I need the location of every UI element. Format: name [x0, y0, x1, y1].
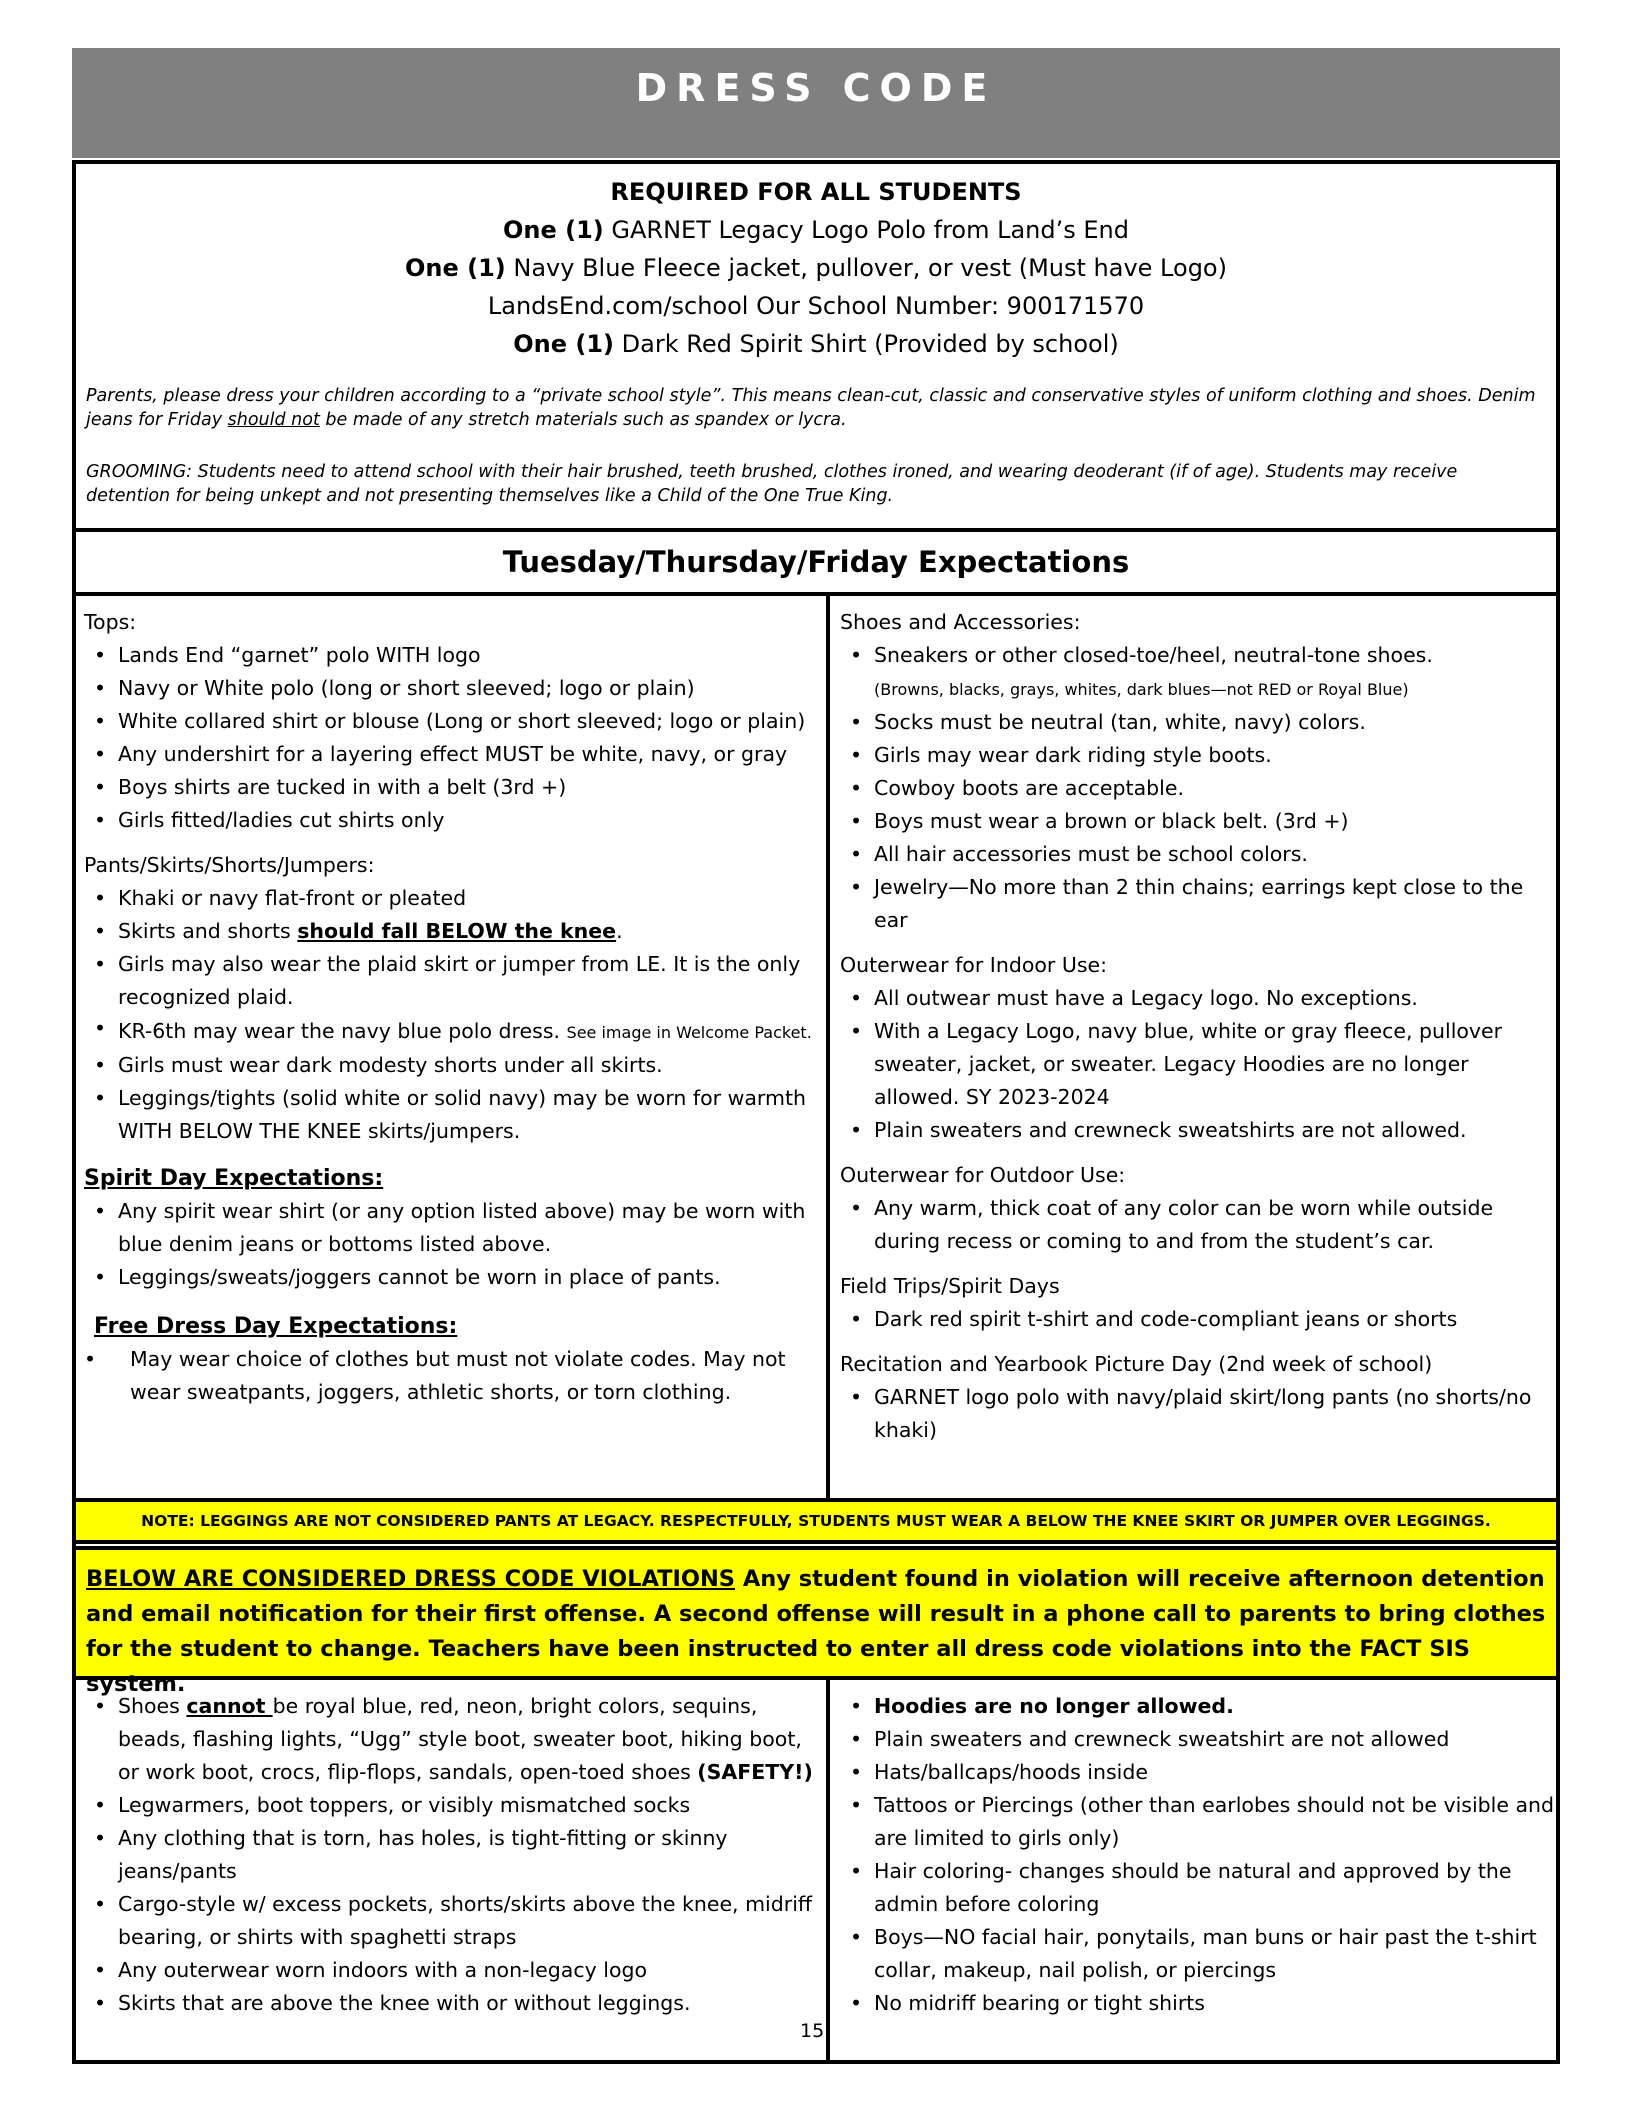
list-item: • Sneakers or other closed-toe/heel, neutral-tone shoes. (Browns, blacks, grays, whites, dark blues—not RED or Royal Blue) [840, 639, 1556, 706]
list-item: • Plain sweaters and crewneck sweatshirt are not allowed [840, 1723, 1556, 1756]
list-item: • All hair accessories must be school colors. [840, 838, 1556, 871]
indoor-label: Outerwear for Indoor Use: [840, 953, 1108, 977]
spirit-day-heading: Spirit Day Expectations: [84, 1166, 384, 1191]
expectations-right-column [832, 600, 1556, 1447]
list-item: • Legwarmers, boot toppers, or visibly mismatched socks [84, 1789, 828, 1822]
list-item: • Boys—NO facial hair, ponytails, man buns or hair past the t-shirt collar, makeup, nail polish, or piercings [840, 1921, 1556, 1987]
violations-right-column [832, 1690, 1556, 2020]
violations-right-list [840, 1690, 1556, 2020]
list-item: • Girls may also wear the plaid skirt or jumper from LE. It is the only recognized plaid. [84, 948, 828, 1014]
list-item: • Any undershirt for a layering effect MUST be white, navy, or gray [84, 738, 828, 771]
tops-list [84, 639, 828, 837]
list-item: • Tattoos or Piercings (other than earlobes should not be visible and are limited to girls only) [840, 1789, 1556, 1855]
indoor-list [840, 982, 1556, 1147]
list-item: • Leggings/tights (solid white or solid navy) may be worn for warmth WITH BELOW THE KNEE skirts/jumpers. [84, 1082, 828, 1148]
list-item: • Boys must wear a brown or black belt. (3rd +) [840, 805, 1556, 838]
spirit-list [84, 1195, 828, 1294]
required-line-fleece: One (1) Navy Blue Fleece jacket, pullover, or vest (Must have Logo) [405, 254, 1227, 282]
title-banner [72, 48, 1560, 158]
list-item: • Hats/ballcaps/hoods inside [840, 1756, 1556, 1789]
outdoor-label: Outerwear for Outdoor Use: [840, 1163, 1126, 1187]
list-item: • Hair coloring- changes should be natural and approved by the admin before coloring [840, 1855, 1556, 1921]
list-item: • Cowboy boots are acceptable. [840, 772, 1556, 805]
list-item: • No midriff bearing or tight shirts [840, 1987, 1556, 2020]
leggings-note: NOTE: LEGGINGS ARE NOT CONSIDERED PANTS AT LEGACY. RESPECTFULLY, STUDENTS MUST WEAR A BELOW THE KNEE SKIRT OR JUMPER OVER LEGGINGS. [72, 1498, 1560, 1544]
grooming-note: GROOMING: Students need to attend school with their hair brushed, teeth brushed, clothes ironed, and wearing deoderant (if of age). Students may receive detention for being unkept and not presenting themselves like a Child of the One True King. [86, 462, 1458, 506]
expectations-title: Tuesday/Thursday/Friday Expectations [72, 532, 1560, 596]
list-item: • Jewelry—No more than 2 thin chains; earrings kept close to the ear [840, 871, 1556, 937]
list-item: • Any clothing that is torn, has holes, is tight-fitting or skinny jeans/pants [84, 1822, 828, 1888]
field-trips-label: Field Trips/Spirit Days [840, 1274, 1060, 1298]
page-number: 15 [800, 2020, 825, 2042]
list-item: • Socks must be neutral (tan, white, navy) colors. [840, 706, 1556, 739]
list-item: • With a Legacy Logo, navy blue, white or gray fleece, pullover sweater, jacket, or sweater. Legacy Hoodies are no longer allowed. SY 2023-2024 [840, 1015, 1556, 1114]
required-heading: REQUIRED FOR ALL STUDENTS [610, 178, 1022, 206]
list-item: • KR-6th may wear the navy blue polo dress. See image in Welcome Packet. [84, 1014, 828, 1049]
parents-note: Parents, please dress your children according to a “private school style”. This means clean-cut, classic and conservative styles of uniform clothing and shoes. Denim jeans for Friday should not be made of any stretch materials such as spandex or lycra. [86, 386, 1536, 430]
list-item: • Girls may wear dark riding style boots. [840, 739, 1556, 772]
list-item: • Cargo-style w/ excess pockets, shorts/skirts above the knee, midriff bearing, or shirts with spaghetti straps [84, 1888, 828, 1954]
recitation-list [840, 1381, 1556, 1447]
page-title: DRESS CODE [635, 66, 997, 110]
list-item: • May wear choice of clothes but must not violate codes. May not wear sweatpants, joggers, athletic shorts, or torn clothing. [84, 1343, 828, 1409]
violations-left-list [84, 1690, 828, 2020]
tops-label: Tops: [84, 610, 137, 634]
required-box [72, 160, 1560, 532]
list-item: • Khaki or navy flat-front or pleated [84, 882, 828, 915]
list-item: • Skirts that are above the knee with or without leggings. [84, 1987, 828, 2020]
list-item: • Any outerwear worn indoors with a non-legacy logo [84, 1954, 828, 1987]
required-line-landsend: LandsEnd.com/school Our School Number: 900171570 [487, 292, 1145, 320]
expectations-left-column [76, 600, 828, 1409]
shoes-label: Shoes and Accessories: [840, 610, 1081, 634]
required-line-polo: One (1) GARNET Legacy Logo Polo from Land’s End [502, 216, 1129, 244]
pants-label: Pants/Skirts/Shorts/Jumpers: [84, 853, 375, 877]
list-item: • Plain sweaters and crewneck sweatshirts are not allowed. [840, 1114, 1556, 1147]
list-item: • GARNET logo polo with navy/plaid skirt/long pants (no shorts/no khaki) [840, 1381, 1556, 1447]
list-item: • Skirts and shorts should fall BELOW the knee. [84, 915, 828, 948]
list-item: • Boys shirts are tucked in with a belt (3rd +) [84, 771, 828, 804]
list-item: • White collared shirt or blouse (Long or short sleeved; logo or plain) [84, 705, 828, 738]
list-item: • Navy or White polo (long or short sleeved; logo or plain) [84, 672, 828, 705]
field-trips-list [840, 1303, 1556, 1336]
pants-list [84, 882, 828, 1148]
list-item: • Any spirit wear shirt (or any option listed above) may be worn with blue denim jeans or bottoms listed above. [84, 1195, 828, 1261]
list-item: • Girls fitted/ladies cut shirts only [84, 804, 828, 837]
required-line-spirit: One (1) Dark Red Spirit Shirt (Provided by school) [513, 330, 1119, 358]
list-item: • Lands End “garnet” polo WITH logo [84, 639, 828, 672]
shoes-list [840, 639, 1556, 937]
outdoor-list [840, 1192, 1556, 1258]
list-item: • Hoodies are no longer allowed. [840, 1690, 1556, 1723]
violations-banner: BELOW ARE CONSIDERED DRESS CODE VIOLATIONS Any student found in violation will receive afternoon detention and email notification for their first offense. A second offense will result in a phone call to parents to bring clothes for the student to change. Teachers have been instructed to enter all dress code violations into the FACT SIS system. [72, 1546, 1560, 1680]
list-item: • Dark red spirit t-shirt and code-compliant jeans or shorts [840, 1303, 1556, 1336]
list-item: • Girls must wear dark modesty shorts under all skirts. [84, 1049, 828, 1082]
free-dress-list [84, 1343, 828, 1409]
list-item: • Shoes cannot be royal blue, red, neon, bright colors, sequins, beads, flashing lights, “Ugg” style boot, sweater boot, hiking boot, or work boot, crocs, flip-flops, sandals, open-toed shoes (SAFETY!) [84, 1690, 828, 1789]
violations-left-column [76, 1690, 828, 2020]
list-item: • Any warm, thick coat of any color can be worn while outside during recess or coming to and from the student’s car. [840, 1192, 1556, 1258]
recitation-label: Recitation and Yearbook Picture Day (2nd week of school) [840, 1352, 1433, 1376]
free-dress-heading: Free Dress Day Expectations: [94, 1314, 458, 1339]
list-item: • All outwear must have a Legacy logo. No exceptions. [840, 982, 1556, 1015]
list-item: • Leggings/sweats/joggers cannot be worn in place of pants. [84, 1261, 828, 1294]
